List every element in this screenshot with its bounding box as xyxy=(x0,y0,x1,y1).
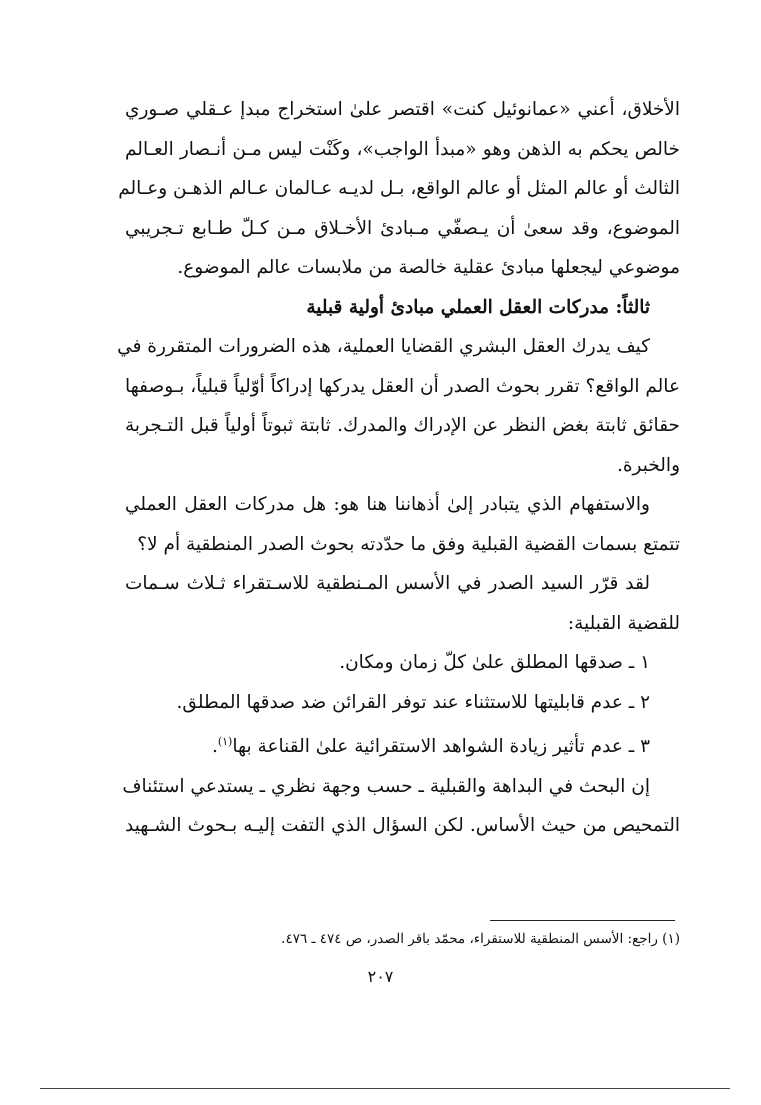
text-line: إن البحث في البداهة والقبلية ـ حسب وجهة نظري ـ يستدعي استئناف xyxy=(122,775,650,797)
text-line: خالص يحكم به الذهن وهو «مبدأ الواجب»، وكَنْت ليس مـن أنـصار العـالم xyxy=(125,138,680,160)
text-line: موضوعي ليجعلها مبادئ عقلية خالصة من ملابسات عالم الموضوع. xyxy=(177,257,680,278)
text-line: عالم الواقع؟ تقرر بحوث الصدر أن العقل يدركها إدراكاً أوّلياً قبلياً، بـوصفها xyxy=(125,375,680,397)
footnote-ref[interactable]: (١) xyxy=(217,735,233,748)
text-line: التمحيص من حيث الأساس. لكن السؤال الذي التفت إليـه بـحوث الشـهيد xyxy=(125,815,680,837)
text-line: والخبرة. xyxy=(616,454,680,476)
text-line: تتمتع بسمات القضية القبلية وفق ما حدّدته بحوث الصدر المنطقية أم لا؟ xyxy=(137,533,680,555)
text-line: كيف يدرك العقل البشري القضايا العملية، هذه الضرورات المتقررة في xyxy=(117,336,650,357)
list-item: ١ ـ صدقها المطلق علىٰ كلّ زمان ومكان. xyxy=(339,652,650,673)
list-item-end: . xyxy=(211,736,218,758)
footnote: (١) راجع: الأسس المنطقية للاستقراء، محمّد باقر الصدر، ص ٤٧٤ ـ ٤٧٦. xyxy=(281,931,680,947)
text-line: الثالث أو عالم المثل أو عالم الواقع، بـل لديـه عـالمان عـالم الذهـن وعـالم xyxy=(118,178,680,199)
list-item-text: ٣ ـ عدم تأثير زيادة الشواهد الاستقرائية علىٰ القناعة بها xyxy=(232,736,650,758)
list-item: ٢ ـ عدم قابليتها للاستثناء عند توفر القرائن ضد صدقها المطلق. xyxy=(176,691,650,713)
footnote-divider xyxy=(490,920,675,921)
page-number: ٢٠٧ xyxy=(367,967,394,986)
list-item xyxy=(125,722,680,767)
body-text xyxy=(117,90,680,846)
text-line: لقد قرّر السيد الصدر في الأسس المـنطقية للاسـتقراء ثـلاث سـمات xyxy=(125,573,650,594)
section-heading: ثالثاً: مدركات العقل العملي مبادئ أولية قبلية xyxy=(306,296,650,318)
scan-edge-line xyxy=(40,1088,730,1089)
text-line: الأخلاق، أعني «عمانوئيل كنت» اقتصر علىٰ استخراج مبدإ عـقلي صـوري xyxy=(125,99,680,120)
text-line: حقائق ثابتة بغض النظر عن الإدراك والمدرك. ثابتة ثبوتاً أولياً قبل التـجربة xyxy=(125,415,680,436)
text-line: الموضوع، وقد سعىٰ أن يـصفّي مـبادئ الأخـلاق مـن كـلّ طـابع تـجريبي xyxy=(125,217,680,239)
text-line: للقضية القبلية: xyxy=(567,612,680,634)
text-line: والاستفهام الذي يتبادر إلىٰ أذهاننا هنا هو: هل مدركات العقل العملي xyxy=(125,494,650,515)
